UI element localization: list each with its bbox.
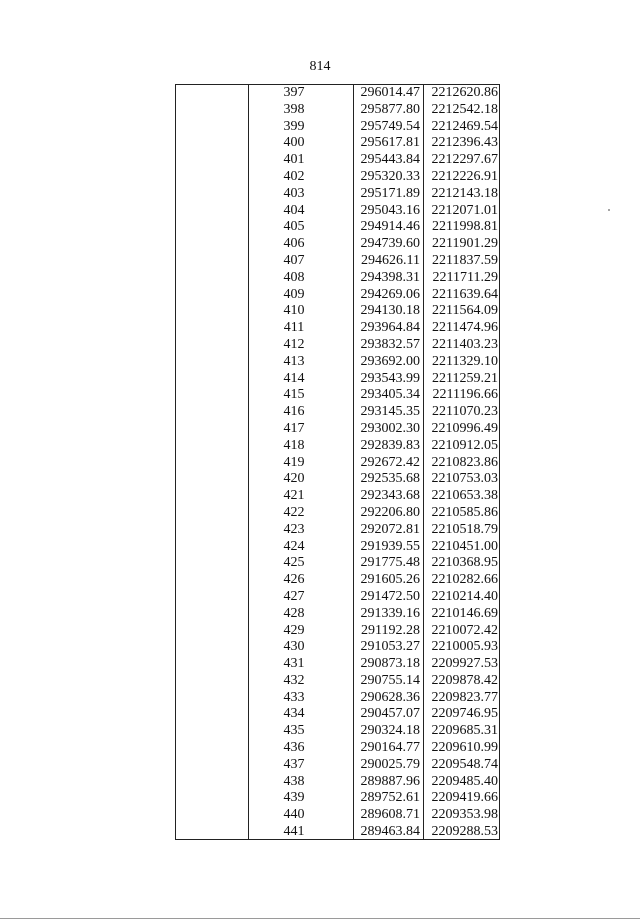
x-coordinate-cell: 290324.18: [360, 723, 420, 739]
table-row: [176, 236, 499, 253]
point-number-cell: 427: [283, 588, 305, 604]
point-number-cell: 415: [283, 387, 305, 403]
x-coordinate-cell: 296014.47: [360, 85, 420, 100]
y-coordinate-cell: 2212620.86: [431, 85, 498, 100]
point-number-cell: 439: [283, 790, 305, 806]
y-coordinate-cell: 2210823.86: [431, 454, 498, 470]
point-number-cell: 411: [283, 320, 305, 336]
x-coordinate-cell: 291053.27: [360, 639, 420, 655]
table-row: [176, 253, 499, 270]
table-row: [176, 690, 499, 707]
x-coordinate-cell: 293832.57: [360, 336, 420, 352]
point-number-cell: 412: [283, 336, 305, 352]
x-coordinate-cell: 294130.18: [360, 303, 420, 319]
x-coordinate-cell: 293002.30: [360, 420, 420, 436]
y-coordinate-cell: 2210518.79: [431, 521, 498, 537]
table-row: [176, 169, 499, 186]
x-coordinate-cell: 294269.06: [360, 286, 420, 302]
x-coordinate-cell: 291192.28: [361, 622, 420, 638]
table-row: [176, 270, 499, 287]
y-coordinate-cell: 2212071.01: [431, 202, 498, 218]
y-coordinate-cell: 2212143.18: [431, 185, 498, 201]
table-row: [176, 790, 499, 807]
y-coordinate-cell: 2211998.81: [432, 219, 498, 235]
point-number-cell: 410: [283, 303, 305, 319]
table-row: [176, 219, 499, 236]
y-coordinate-cell: 2212226.91: [431, 168, 498, 184]
point-number-cell: 438: [283, 773, 305, 789]
coordinates-table: [175, 84, 500, 840]
y-coordinate-cell: 2211474.96: [432, 320, 498, 336]
x-coordinate-cell: 295617.81: [360, 135, 420, 151]
point-number-cell: 398: [283, 101, 305, 117]
point-number-cell: 417: [283, 420, 305, 436]
y-coordinate-cell: 2211403.23: [432, 336, 498, 352]
table-row: [176, 522, 499, 539]
x-coordinate-cell: 295043.16: [360, 202, 420, 218]
table-row: [176, 572, 499, 589]
point-number-cell: 433: [283, 689, 305, 705]
x-coordinate-cell: 292839.83: [360, 437, 420, 453]
point-number-cell: 401: [283, 152, 305, 168]
table-row: [176, 639, 499, 656]
y-coordinate-cell: 2210451.00: [431, 538, 498, 554]
x-coordinate-cell: 294914.46: [360, 219, 420, 235]
point-number-cell: 430: [283, 639, 305, 655]
y-coordinate-cell: 2210912.05: [431, 437, 498, 453]
point-number-cell: 426: [283, 572, 305, 588]
x-coordinate-cell: 291605.26: [360, 572, 420, 588]
x-coordinate-cell: 295171.89: [360, 185, 420, 201]
y-coordinate-cell: 2211259.21: [432, 370, 498, 386]
point-number-cell: 414: [283, 370, 305, 386]
table-row: [176, 85, 499, 102]
point-number-cell: 440: [283, 807, 305, 823]
table-row: [176, 287, 499, 304]
y-coordinate-cell: 2210282.66: [431, 572, 498, 588]
y-coordinate-cell: 2209746.95: [431, 706, 498, 722]
point-number-cell: 416: [283, 404, 305, 420]
table-row: [176, 337, 499, 354]
x-coordinate-cell: 290873.18: [360, 656, 420, 672]
table-row: [176, 706, 499, 723]
table-row: [176, 539, 499, 556]
y-coordinate-cell: 2211711.29: [432, 269, 498, 285]
table-row: [176, 303, 499, 320]
x-coordinate-cell: 289463.84: [360, 824, 420, 840]
point-number-cell: 418: [283, 437, 305, 453]
y-coordinate-cell: 2209419.66: [431, 790, 498, 806]
point-number-cell: 399: [283, 118, 305, 134]
x-coordinate-cell: 290628.36: [360, 689, 420, 705]
table-row: [176, 320, 499, 337]
x-coordinate-cell: 293405.34: [360, 387, 420, 403]
x-coordinate-cell: 294739.60: [360, 236, 420, 252]
x-coordinate-cell: 291775.48: [360, 555, 420, 571]
table-row: [176, 589, 499, 606]
table-row: [176, 203, 499, 220]
x-coordinate-cell: 290164.77: [360, 740, 420, 756]
table-row: [176, 471, 499, 488]
y-coordinate-cell: 2209927.53: [431, 656, 498, 672]
point-number-cell: 431: [283, 656, 305, 672]
x-coordinate-cell: 292206.80: [360, 504, 420, 520]
y-coordinate-cell: 2210653.38: [431, 488, 498, 504]
table-row: [176, 774, 499, 791]
page-number: 814: [309, 59, 331, 74]
table-row: [176, 102, 499, 119]
point-number-cell: 404: [283, 202, 305, 218]
y-coordinate-cell: 2210072.42: [431, 622, 498, 638]
table-row: [176, 371, 499, 388]
table-row: [176, 824, 499, 841]
y-coordinate-cell: 2211329.10: [432, 353, 498, 369]
y-coordinate-cell: 2209548.74: [431, 756, 498, 772]
point-number-cell: 420: [283, 471, 305, 487]
point-number-cell: 402: [283, 168, 305, 184]
y-coordinate-cell: 2210996.49: [431, 420, 498, 436]
table-row: [176, 404, 499, 421]
table-body: [176, 85, 499, 841]
y-coordinate-cell: 2210585.86: [431, 504, 498, 520]
x-coordinate-cell: 295320.33: [360, 168, 420, 184]
x-coordinate-cell: 293145.35: [360, 404, 420, 420]
table-row: [176, 152, 499, 169]
point-number-cell: 437: [283, 756, 305, 772]
point-number-cell: 407: [283, 252, 305, 268]
table-row: [176, 505, 499, 522]
x-coordinate-cell: 295877.80: [360, 101, 420, 117]
y-coordinate-cell: 2209485.40: [431, 773, 498, 789]
x-coordinate-cell: 292535.68: [360, 471, 420, 487]
x-coordinate-cell: 293543.99: [360, 370, 420, 386]
x-coordinate-cell: 294626.11: [361, 252, 420, 268]
table-row: [176, 623, 499, 640]
point-number-cell: 429: [283, 622, 305, 638]
x-coordinate-cell: 295749.54: [360, 118, 420, 134]
x-coordinate-cell: 289752.61: [360, 790, 420, 806]
table-row: [176, 723, 499, 740]
point-number-cell: 424: [283, 538, 305, 554]
x-coordinate-cell: 289887.96: [360, 773, 420, 789]
point-number-cell: 441: [283, 824, 305, 840]
table-row: [176, 606, 499, 623]
x-coordinate-cell: 293964.84: [360, 320, 420, 336]
table-row: [176, 555, 499, 572]
x-coordinate-cell: 292672.42: [360, 454, 420, 470]
y-coordinate-cell: 2209878.42: [431, 672, 498, 688]
point-number-cell: 428: [283, 605, 305, 621]
table-row: [176, 387, 499, 404]
y-coordinate-cell: 2210146.69: [431, 605, 498, 621]
table-row: [176, 135, 499, 152]
x-coordinate-cell: 294398.31: [360, 269, 420, 285]
y-coordinate-cell: 2209353.98: [431, 807, 498, 823]
point-number-cell: 413: [283, 353, 305, 369]
y-coordinate-cell: 2211837.59: [432, 252, 498, 268]
table-row: [176, 421, 499, 438]
x-coordinate-cell: 292072.81: [360, 521, 420, 537]
point-number-cell: 434: [283, 706, 305, 722]
point-number-cell: 435: [283, 723, 305, 739]
table-row: [176, 438, 499, 455]
table-row: [176, 656, 499, 673]
point-number-cell: 421: [283, 488, 305, 504]
y-coordinate-cell: 2212297.67: [431, 152, 498, 168]
x-coordinate-cell: 291939.55: [360, 538, 420, 554]
point-number-cell: 405: [283, 219, 305, 235]
y-coordinate-cell: 2210214.40: [431, 588, 498, 604]
point-number-cell: 432: [283, 672, 305, 688]
x-coordinate-cell: 290755.14: [360, 672, 420, 688]
x-coordinate-cell: 292343.68: [360, 488, 420, 504]
y-coordinate-cell: 2211564.09: [432, 303, 498, 319]
x-coordinate-cell: 295443.84: [360, 152, 420, 168]
y-coordinate-cell: 2210005.93: [431, 639, 498, 655]
table-row: [176, 455, 499, 472]
y-coordinate-cell: 2211901.29: [432, 236, 498, 252]
point-number-cell: 397: [283, 85, 305, 100]
y-coordinate-cell: 2209288.53: [431, 824, 498, 840]
table-row: [176, 488, 499, 505]
table-row: [176, 119, 499, 136]
y-coordinate-cell: 2209610.99: [431, 740, 498, 756]
scan-edge-line: [0, 918, 640, 919]
x-coordinate-cell: 290025.79: [360, 756, 420, 772]
y-coordinate-cell: 2210368.95: [431, 555, 498, 571]
point-number-cell: 423: [283, 521, 305, 537]
point-number-cell: 436: [283, 740, 305, 756]
scan-speck: [608, 209, 610, 211]
y-coordinate-cell: 2209823.77: [431, 689, 498, 705]
x-coordinate-cell: 289608.71: [360, 807, 420, 823]
y-coordinate-cell: 2209685.31: [431, 723, 498, 739]
point-number-cell: 409: [283, 286, 305, 302]
point-number-cell: 425: [283, 555, 305, 571]
table-row: [176, 673, 499, 690]
y-coordinate-cell: 2212396.43: [431, 135, 498, 151]
table-row: [176, 186, 499, 203]
point-number-cell: 422: [283, 504, 305, 520]
x-coordinate-cell: 291339.16: [360, 605, 420, 621]
point-number-cell: 400: [283, 135, 305, 151]
x-coordinate-cell: 293692.00: [360, 353, 420, 369]
table-row: [176, 807, 499, 824]
y-coordinate-cell: 2212542.18: [431, 101, 498, 117]
y-coordinate-cell: 2212469.54: [431, 118, 498, 134]
point-number-cell: 403: [283, 185, 305, 201]
x-coordinate-cell: 290457.07: [360, 706, 420, 722]
table-row: [176, 740, 499, 757]
table-row: [176, 757, 499, 774]
y-coordinate-cell: 2211639.64: [432, 286, 498, 302]
x-coordinate-cell: 291472.50: [360, 588, 420, 604]
table-row: [176, 354, 499, 371]
y-coordinate-cell: 2211196.66: [432, 387, 498, 403]
point-number-cell: 419: [283, 454, 305, 470]
y-coordinate-cell: 2211070.23: [432, 404, 498, 420]
y-coordinate-cell: 2210753.03: [431, 471, 498, 487]
point-number-cell: 406: [283, 236, 305, 252]
point-number-cell: 408: [283, 269, 305, 285]
